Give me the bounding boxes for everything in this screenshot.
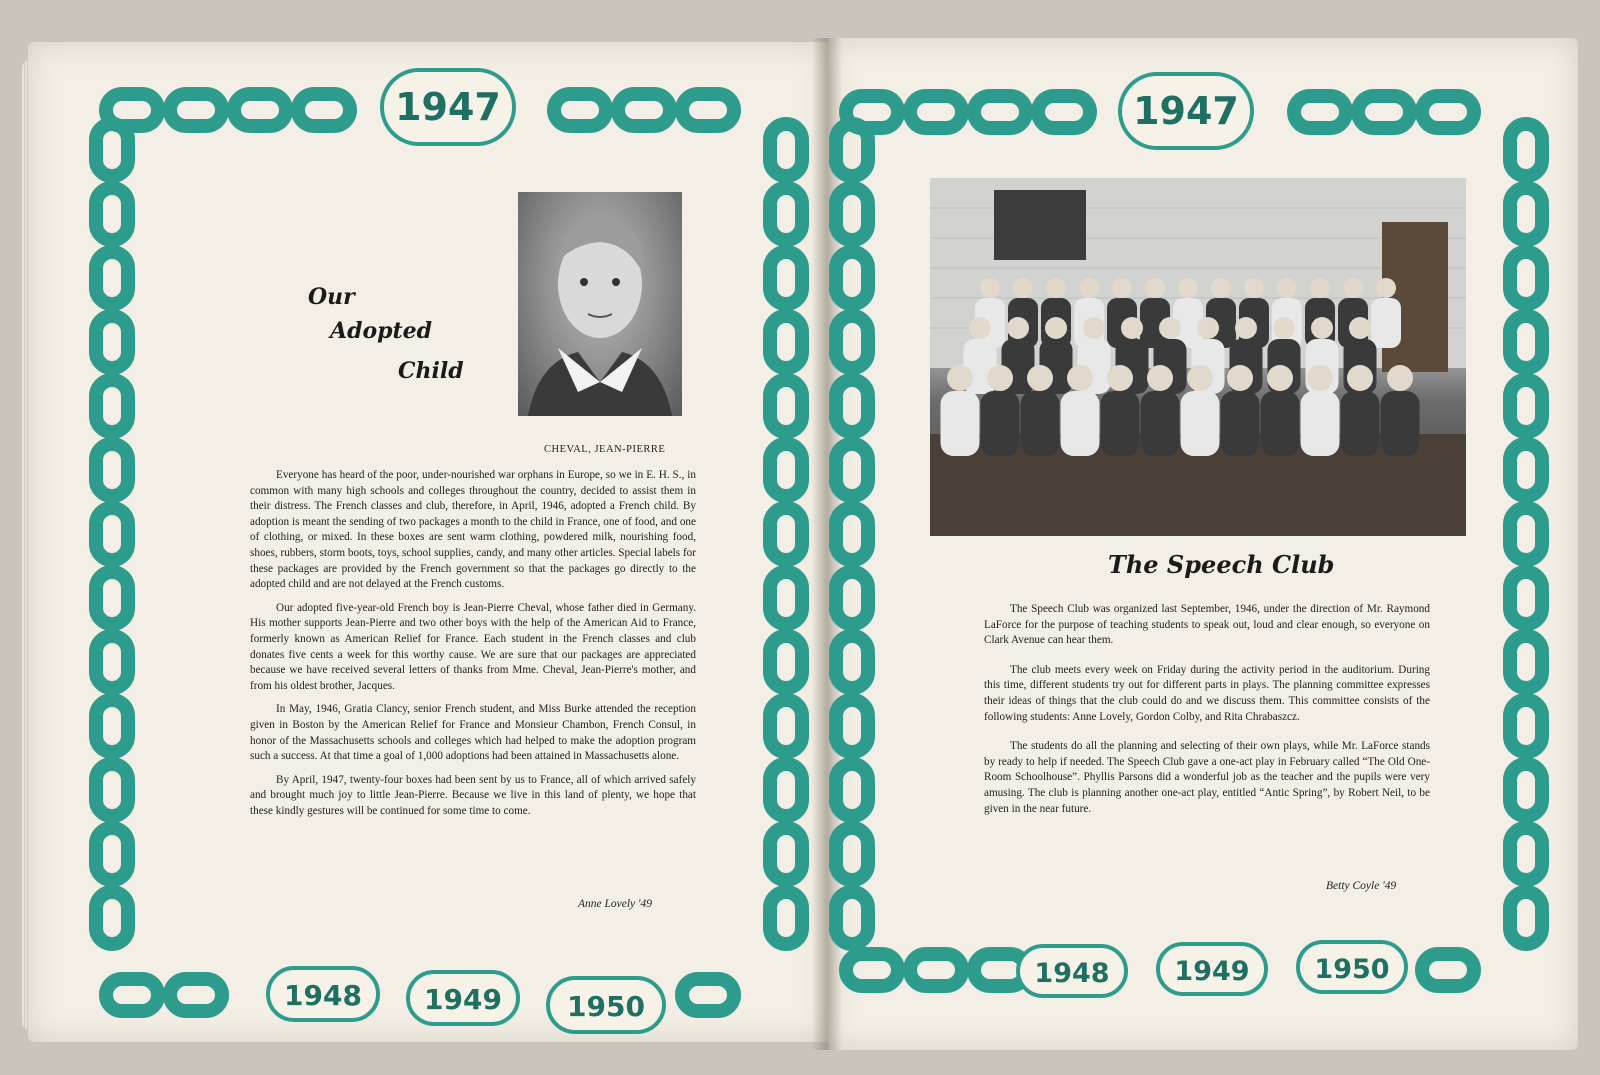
title-line-our: Our (308, 284, 355, 310)
person-head (1273, 317, 1295, 339)
chain-link (96, 380, 128, 432)
chain-link (96, 636, 128, 688)
chain-link (96, 700, 128, 752)
chain-link (974, 96, 1026, 128)
person-head (987, 365, 1013, 391)
chain-link (234, 94, 286, 126)
person-head (1107, 365, 1133, 391)
chain-link (770, 380, 802, 432)
person-body (1141, 391, 1180, 456)
chain-link (836, 572, 868, 624)
person-body (1061, 391, 1100, 456)
person-head (1079, 278, 1099, 298)
person-head (1387, 365, 1413, 391)
chain-link (910, 96, 962, 128)
person-head (1235, 317, 1257, 339)
portrait-photo (518, 192, 682, 416)
chain-link (770, 252, 802, 304)
chain-link (1422, 954, 1474, 986)
chain-link (770, 636, 802, 688)
title-line-child: Child (398, 358, 464, 384)
person-head (1045, 317, 1067, 339)
person-body (1221, 391, 1260, 456)
person-head (1027, 365, 1053, 391)
person-head (1145, 278, 1165, 298)
person-head (1178, 278, 1198, 298)
left-year-1950: 1950 (567, 990, 645, 1023)
chain-link (1510, 124, 1542, 176)
chain-link (770, 444, 802, 496)
person-head (1267, 365, 1293, 391)
chain-link (96, 444, 128, 496)
chain-link (96, 828, 128, 880)
person-body (1261, 391, 1300, 456)
chain-link (170, 94, 222, 126)
person-head (1112, 278, 1132, 298)
left-signature: Anne Lovely '49 (578, 898, 652, 910)
speech-club-title: The Speech Club (1108, 550, 1335, 579)
person-body (1371, 298, 1401, 348)
portrait-figure-icon (518, 192, 682, 416)
person-head (1046, 278, 1066, 298)
group-photo-figures-icon (930, 178, 1466, 536)
chain-link (618, 94, 670, 126)
chain-link (836, 508, 868, 560)
person-head (1349, 317, 1371, 339)
right-year-top-badge (1120, 74, 1252, 148)
chain-link (1510, 380, 1542, 432)
person-body (1101, 391, 1140, 456)
right-paragraph: The Speech Club was organized last September, 1946, under the direction of Mr. Raymond LaForce for the purpose of teaching students to speak out, loud and clear enough, so everyone on Clark Avenue can hear them. (984, 603, 1430, 647)
chain-link (836, 636, 868, 688)
right-year-bottom-badges (1018, 942, 1406, 996)
right-year-top: 1947 (1133, 89, 1239, 133)
chain-link (910, 954, 962, 986)
person-head (1307, 365, 1333, 391)
chain-link (96, 572, 128, 624)
right-paragraph: The club meets every week on Friday during the activity period in the auditorium. During this time, different students try out for different parts in plays. The planning committee expresses their ideas of things that the club could do and we discuss them. This committee consists of the following students: Anne Lovely, Gordon Colby, and Rita Chrabaszcz. (984, 663, 1430, 723)
right-year-1949: 1949 (1174, 956, 1250, 987)
chain-link (836, 316, 868, 368)
person-head (1227, 365, 1253, 391)
chain-link (770, 124, 802, 176)
left-paragraph: Everyone has heard of the poor, under-nourished war orphans in Europe, so we in E. H. S., in common with many high schools and colleges throughout the country, decided to assist them in their distress. The French classes and club, therefore, in April, 1946, adopted a French child. By adoption is meant the sending of two packages a month to the child in France, one of food, and one of clothing, or mixed. In these boxes are sent warm clothing, powdered milk, nourishing food, shoes, rubbers, storm boots, toys, school supplies, candy, and many other articles. Special labels for these packages are provided by the French government so that the packages go directly to the adopted child and are not delayed at the French customs. (250, 469, 696, 591)
chain-link (770, 316, 802, 368)
speech-club-group-photo (930, 178, 1466, 536)
chain-link (836, 188, 868, 240)
chain-link (682, 979, 734, 1011)
chain-link (1358, 96, 1410, 128)
chain-link (554, 94, 606, 126)
person-head (1187, 365, 1213, 391)
chain-link (1510, 764, 1542, 816)
chain-link (1422, 96, 1474, 128)
chain-link (106, 979, 158, 1011)
chain-link (1294, 96, 1346, 128)
chain-link (836, 764, 868, 816)
chain-link (96, 188, 128, 240)
person-head (1347, 365, 1373, 391)
chain-link (96, 764, 128, 816)
title-line-adopted: Adopted (330, 318, 433, 344)
chain-link (770, 828, 802, 880)
chain-link (836, 444, 868, 496)
person-head (1310, 278, 1330, 298)
person-head (1013, 278, 1033, 298)
chain-link (770, 764, 802, 816)
chain-link (770, 508, 802, 560)
portrait-caption: CHEVAL, JEAN-PIERRE (544, 444, 666, 455)
person-head (1311, 317, 1333, 339)
person-head (1277, 278, 1297, 298)
chain-link (770, 700, 802, 752)
chain-link (1510, 252, 1542, 304)
left-year-bottom-badges (268, 968, 664, 1032)
person-body (1021, 391, 1060, 456)
person-head (980, 278, 1000, 298)
chain-link (836, 380, 868, 432)
person-head (1083, 317, 1105, 339)
left-article-body (250, 468, 696, 827)
left-paragraph: By April, 1947, twenty-four boxes had been sent by us to France, all of which arrived safely and brought much joy to little Jean-Pierre. Because we live in this land of plenty, we hope that these kindly gestures will be continued for some time to come. (250, 773, 696, 817)
chain-link (1510, 444, 1542, 496)
chain-link (170, 979, 222, 1011)
person-head (1211, 278, 1231, 298)
chain-link (1510, 892, 1542, 944)
chain-link (682, 94, 734, 126)
right-article-body (984, 602, 1430, 825)
person-head (1007, 317, 1029, 339)
chain-link (1038, 96, 1090, 128)
chain-link (770, 892, 802, 944)
chain-link (96, 892, 128, 944)
chain-link (846, 954, 898, 986)
left-year-top-badge (382, 70, 514, 144)
left-year-1949: 1949 (424, 983, 502, 1016)
chain-link (1510, 316, 1542, 368)
chain-link (96, 252, 128, 304)
person-body (1301, 391, 1340, 456)
chain-link (836, 252, 868, 304)
person-body (981, 391, 1020, 456)
chain-link (836, 700, 868, 752)
person-head (1244, 278, 1264, 298)
chain-link (96, 124, 128, 176)
right-signature: Betty Coyle '49 (1326, 880, 1397, 892)
chain-link (1510, 572, 1542, 624)
person-head (1067, 365, 1093, 391)
person-head (1147, 365, 1173, 391)
chain-link (298, 94, 350, 126)
chain-link (1510, 828, 1542, 880)
group-figures (941, 278, 1420, 456)
right-year-1950: 1950 (1314, 954, 1390, 985)
left-year-1948: 1948 (284, 979, 362, 1012)
person-head (947, 365, 973, 391)
person-body (941, 391, 980, 456)
left-paragraph: Our adopted five-year-old French boy is Jean-Pierre Cheval, whose father died in Germany. His mother supports Jean-Pierre and two other boys with the help of the American Aid to France, formerly known as American Relief for France. Each student in the French classes and club donates five cents a week for this worthy cause. We are sure that our packages are appreciated because we have received several letters of thanks from Mme. Cheval, Jean-Pierre's mother, and from his oldest brother, Jacques. (250, 601, 696, 692)
chain-link (96, 316, 128, 368)
chain-link (836, 892, 868, 944)
person-body (1381, 391, 1420, 456)
left-paragraph: In May, 1946, Gratia Clancy, senior French student, and Miss Burke attended the reception given in Boston by the American Relief for France and Monsieur Chambon, French Consul, in honor of the Massachusetts schools and colleges which had helped to make the adoption program such a success. At that time a goal of 1,000 adoptions had been attained in Massachusetts alone. (250, 703, 696, 763)
person-head (969, 317, 991, 339)
person-head (1343, 278, 1363, 298)
chain-link (1510, 636, 1542, 688)
chain-link (1510, 508, 1542, 560)
left-year-top: 1947 (395, 85, 501, 129)
chain-link (770, 188, 802, 240)
person-body (1181, 391, 1220, 456)
chain-link (770, 572, 802, 624)
right-year-1948: 1948 (1034, 958, 1110, 989)
chain-link (1510, 700, 1542, 752)
person-head (1159, 317, 1181, 339)
person-head (1121, 317, 1143, 339)
chain-link (96, 508, 128, 560)
person-head (1376, 278, 1396, 298)
right-paragraph: The students do all the planning and selecting of their own plays, while Mr. LaForce stands by ready to help if needed. The Speech Club gave a one-act play in February called “The Old One-Room Schoolhouse”. Phyllis Parsons did a wonderful job as the teacher and the pupils were very amusing. The club is planning another one-act play, entitled “Antic Spring”, by Robert Neil, to be given in the near future. (984, 740, 1430, 815)
person-head (1197, 317, 1219, 339)
person-body (1341, 391, 1380, 456)
chain-link (1510, 188, 1542, 240)
chain-link (836, 828, 868, 880)
